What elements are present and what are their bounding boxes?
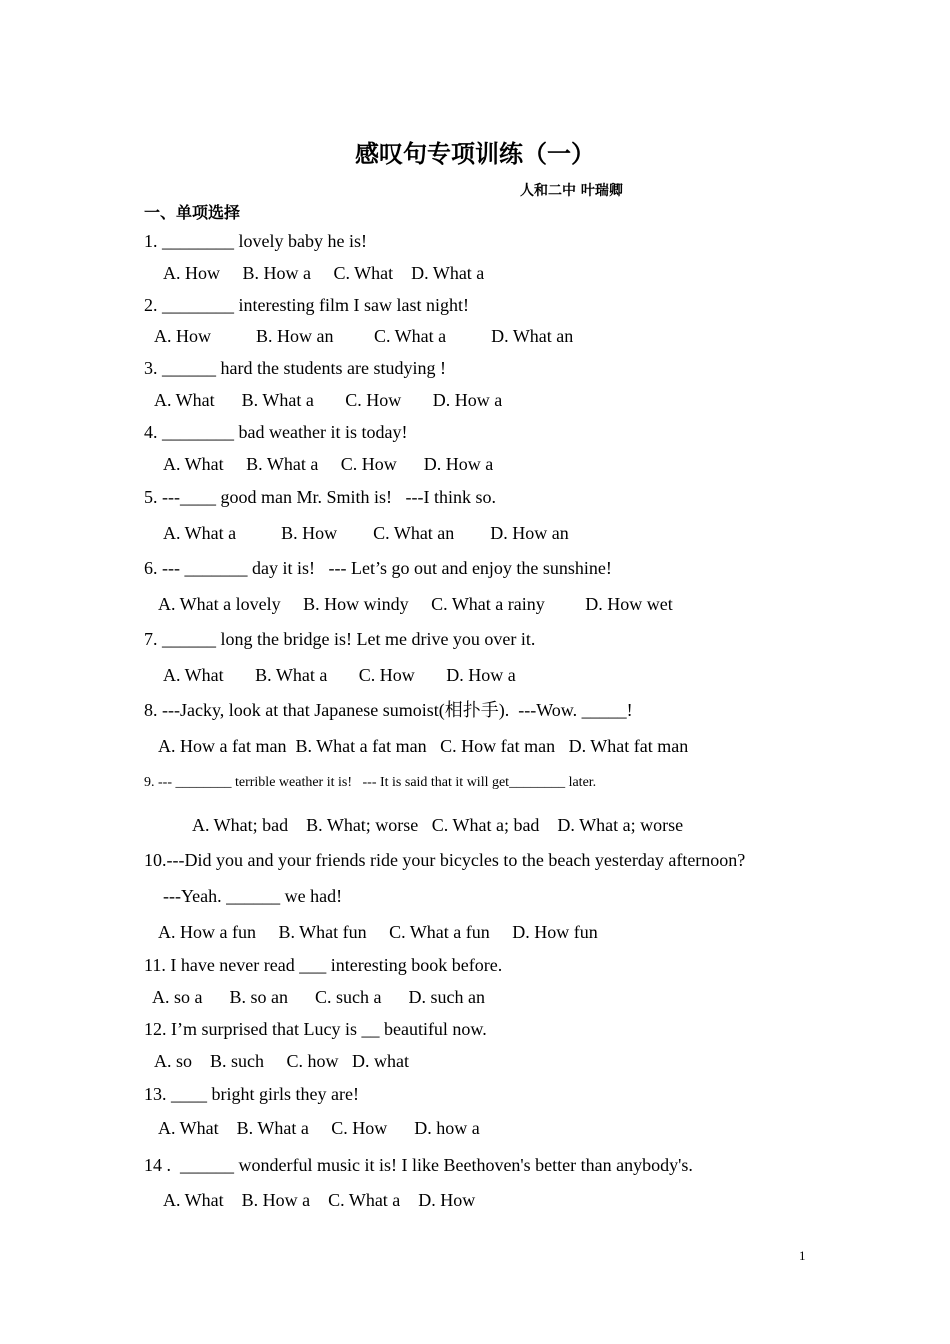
options-7: A. What B. What a C. How D. How a (163, 665, 516, 685)
question-14: 14 . ______ wonderful music it is! I like Beethoven's better than anybody's. (144, 1155, 693, 1175)
options-4: A. What B. What a C. How D. How a (163, 454, 494, 474)
options-10: A. How a fun B. What fun C. What a fun D. How fun (158, 922, 598, 942)
options-3: A. What B. What a C. How D. How a (154, 390, 503, 410)
question-9: 9. --- ________ terrible weather it is! --- It is said that it will get________ later. (144, 775, 597, 790)
question-7: 7. ______ long the bridge is! Let me drive you over it. (144, 629, 536, 649)
options-11: A. so a B. so an C. such a D. such an (152, 987, 485, 1007)
options-8: A. How a fat man B. What a fat man C. How fat man D. What fat man (158, 736, 689, 756)
question-10-reply: ---Yeah. ______ we had! (163, 886, 343, 906)
options-5: A. What a B. How C. What an D. How an (163, 523, 569, 543)
question-12: 12. I’m surprised that Lucy is __ beautiful now. (144, 1019, 487, 1039)
question-8: 8. ---Jacky, look at that Japanese sumoist(相扑手). ---Wow. _____! (144, 700, 633, 720)
question-6: 6. --- _______ day it is! --- Let’s go out and enjoy the sunshine! (144, 558, 612, 578)
question-4: 4. ________ bad weather it is today! (144, 422, 408, 442)
options-12: A. so B. such C. how D. what (154, 1051, 409, 1071)
section-heading: 一、单项选择 (144, 203, 241, 222)
options-2: A. How B. How an C. What a D. What an (154, 326, 574, 346)
question-1: 1. ________ lovely baby he is! (144, 231, 367, 251)
options-1: A. How B. How a C. What D. What a (163, 263, 485, 283)
page-title: 感叹句专项训练（一） (355, 140, 595, 168)
question-5: 5. ---____ good man Mr. Smith is! ---I think so. (144, 487, 496, 507)
question-10: 10.---Did you and your friends ride your bicycles to the beach yesterday afternoon? (144, 850, 746, 870)
options-9: A. What; bad B. What; worse C. What a; bad D. What a; worse (192, 815, 684, 835)
author-line: 人和二中 叶瑞卿 (520, 183, 623, 199)
question-13: 13. ____ bright girls they are! (144, 1084, 359, 1104)
options-14: A. What B. How a C. What a D. How (163, 1190, 476, 1210)
options-6: A. What a lovely B. How windy C. What a rainy D. How wet (158, 594, 673, 614)
question-2: 2. ________ interesting film I saw last night! (144, 295, 469, 315)
question-11: 11. I have never read ___ interesting book before. (144, 955, 503, 975)
options-13: A. What B. What a C. How D. how a (158, 1118, 480, 1138)
question-3: 3. ______ hard the students are studying ! (144, 358, 446, 378)
page-number: 1 (799, 1248, 806, 1263)
